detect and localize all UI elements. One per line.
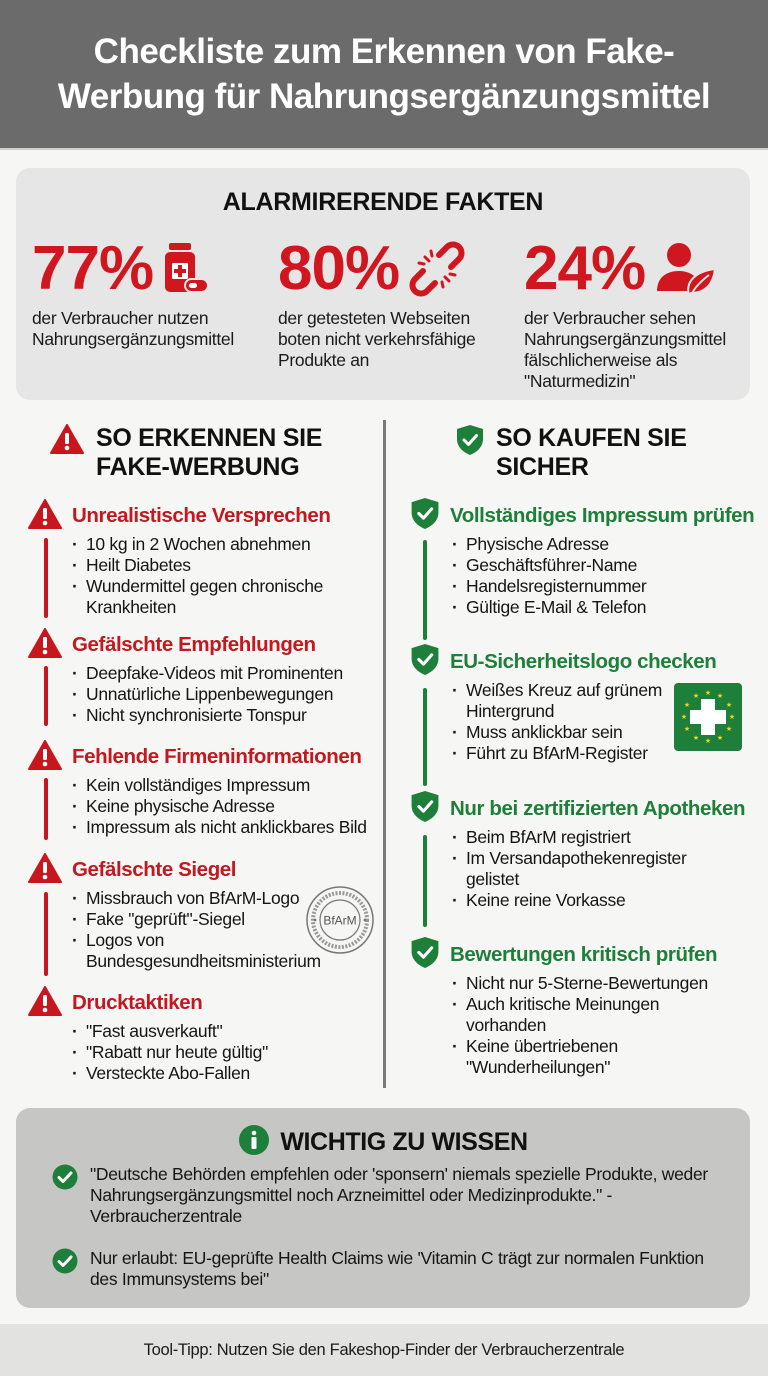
facts-panel xyxy=(16,168,750,400)
svg-text:★: ★ xyxy=(683,701,691,709)
warning-item-label: Fehlende Firmeninformationen xyxy=(72,745,362,768)
fact-value: 80% xyxy=(278,234,400,303)
warning-item xyxy=(28,629,382,726)
safety-item xyxy=(410,646,716,764)
fact-item xyxy=(278,234,508,371)
check-circle-icon xyxy=(52,1248,78,1290)
svg-text:★: ★ xyxy=(692,692,700,700)
info-icon xyxy=(238,1124,270,1161)
bullet: · Missbrauch von BfArM-Logo xyxy=(72,888,342,909)
warning-item-label: Drucktaktiken xyxy=(72,991,203,1014)
bullet: · Nicht nur 5-Sterne-Bewertungen xyxy=(452,973,722,994)
warning-item xyxy=(28,854,342,972)
svg-text:★: ★ xyxy=(683,725,691,733)
safety-item xyxy=(410,500,754,618)
warning-icon xyxy=(28,499,62,534)
bullet: · 10 kg in 2 Wochen abnehmen xyxy=(72,534,352,555)
svg-text:★: ★ xyxy=(680,713,688,721)
bullet: · Wundermittel gegen chronische Krankheiten xyxy=(72,576,352,618)
left-title-line2: FAKE-WERBUNG xyxy=(96,453,300,481)
safety-item xyxy=(410,939,722,1078)
safety-item-label: Bewertungen kritisch prüfen xyxy=(450,943,718,966)
broken-link-icon xyxy=(409,241,465,297)
warning-item-label: Gefälschte Empfehlungen xyxy=(72,633,316,656)
info-note-text: Nur erlaubt: EU-geprüfte Health Claims wie 'Vitamin C trägt zur normalen Funktion des Immunsystems bei" xyxy=(90,1248,704,1289)
bullet: · Keine physische Adresse xyxy=(72,796,392,817)
shield-check-icon xyxy=(410,790,440,828)
fact-value: 77% xyxy=(32,234,154,303)
warning-icon xyxy=(28,740,62,775)
safety-item-label: Vollständiges Impressum prüfen xyxy=(450,504,755,527)
bullet: · Weißes Kreuz auf grünem Hintergrund xyxy=(452,680,674,722)
bullet: · Fake "geprüft"-Siegel xyxy=(72,909,342,930)
bullet: · Beim BfArM registriert xyxy=(452,827,712,848)
page-title: Checkliste zum Erkennen von Fake-Werbung für Nahrungsergänzungsmittel xyxy=(57,32,711,116)
svg-text:★: ★ xyxy=(704,737,712,745)
shield-check-icon xyxy=(410,643,440,681)
fact-item xyxy=(32,234,262,350)
page-header xyxy=(0,0,768,150)
footer-tip: Tool-Tipp: Nutzen Sie den Fakeshop-Finder der Verbraucherzentrale xyxy=(143,1340,625,1359)
warning-item-label: Gefälschte Siegel xyxy=(72,858,237,881)
bullet: · Unnatürliche Lippenbewegungen xyxy=(72,684,382,705)
bfarm-seal-icon xyxy=(304,884,376,956)
bullet: · Muss anklickbar sein xyxy=(452,722,674,743)
warning-icon xyxy=(50,424,84,459)
bullet: · Physische Adresse xyxy=(452,534,752,555)
fact-description: der Verbraucher sehen Nahrungsergänzungsmittel fälschlicherweise als "Naturmedizin" xyxy=(524,308,726,391)
bullet: · Logos von Bundesgesundheitsministerium xyxy=(72,930,342,972)
shield-check-icon xyxy=(456,424,484,461)
svg-text:★: ★ xyxy=(716,692,724,700)
bullet: · Gültige E-Mail & Telefon xyxy=(452,597,752,618)
info-note xyxy=(52,1248,710,1290)
safety-item-label: EU-Sicherheitslogo checken xyxy=(450,650,717,673)
warning-icon xyxy=(28,628,62,663)
check-circle-icon xyxy=(52,1164,78,1227)
svg-text:BfArM: BfArM xyxy=(323,913,357,928)
important-info-title: WICHTIG ZU WISSEN xyxy=(280,1128,528,1156)
bullet: · Führt zu BfArM-Register xyxy=(452,743,674,764)
svg-text:★: ★ xyxy=(692,734,700,742)
right-column-title xyxy=(456,424,687,482)
bullet: · Deepfake-Videos mit Prominenten xyxy=(72,663,382,684)
bullet: · Im Versandapothekenregister gelistet xyxy=(452,848,712,890)
info-note-text: "Deutsche Behörden empfehlen oder 'sponsern' niemals spezielle Produkte, weder Nahrungsergänzungsmittel noch Arzneimittel oder Medizinprodukte." - Verbraucherzentrale xyxy=(90,1164,708,1226)
warning-item-label: Unrealistische Versprechen xyxy=(72,504,331,527)
left-column-title xyxy=(50,424,322,482)
safety-item xyxy=(410,793,745,911)
bullet: · Nicht synchronisierte Tonspur xyxy=(72,705,382,726)
fact-value: 24% xyxy=(524,234,646,303)
svg-text:★: ★ xyxy=(725,725,733,733)
bullet: · Handelsregisternummer xyxy=(452,576,752,597)
info-note xyxy=(52,1164,710,1227)
bullet: · Impressum als nicht anklickbares Bild xyxy=(72,817,392,838)
bullet: · Versteckte Abo-Fallen xyxy=(72,1063,352,1084)
footer xyxy=(0,1324,768,1376)
warning-icon xyxy=(28,986,62,1021)
bullet: · "Rabatt nur heute gültig" xyxy=(72,1042,352,1063)
warning-item xyxy=(28,741,392,838)
shield-check-icon xyxy=(410,497,440,535)
bullet: · Auch kritische Meinungen vorhanden xyxy=(452,994,722,1036)
svg-text:★: ★ xyxy=(728,713,736,721)
bullet: · Heilt Diabetes xyxy=(72,555,352,576)
warning-item xyxy=(28,500,352,618)
warning-icon xyxy=(28,853,62,888)
medicine-bottle-icon xyxy=(163,241,209,297)
bullet: · Keine übertriebenen "Wunderheilungen" xyxy=(452,1036,722,1078)
right-title-line1: SO KAUFEN SIE xyxy=(496,424,687,452)
left-title-line1: SO ERKENNEN SIE xyxy=(96,424,323,452)
bullet: · "Fast ausverkauft" xyxy=(72,1021,352,1042)
warning-item xyxy=(28,987,352,1084)
svg-text:★: ★ xyxy=(716,734,724,742)
important-info-panel xyxy=(16,1108,750,1308)
shield-check-icon xyxy=(410,936,440,974)
bullet: · Geschäftsführer-Name xyxy=(452,555,752,576)
person-leaf-icon xyxy=(655,241,717,297)
svg-text:★: ★ xyxy=(725,701,733,709)
fact-description: der Verbraucher nutzen Nahrungsergänzungsmittel xyxy=(32,308,234,349)
right-title-line2: SICHER xyxy=(496,453,589,481)
eu-safety-logo-icon xyxy=(674,683,742,751)
fact-description: der getesteten Webseiten boten nicht verkehrsfähige Produkte an xyxy=(278,308,476,370)
fact-item xyxy=(524,234,742,392)
svg-text:★: ★ xyxy=(704,689,712,697)
facts-title: ALARMIRERENDE FAKTEN xyxy=(222,188,544,216)
bullet: · Keine reine Vorkasse xyxy=(452,890,712,911)
bullet: · Kein vollständiges Impressum xyxy=(72,775,392,796)
safety-item-label: Nur bei zertifizierten Apotheken xyxy=(450,797,746,820)
